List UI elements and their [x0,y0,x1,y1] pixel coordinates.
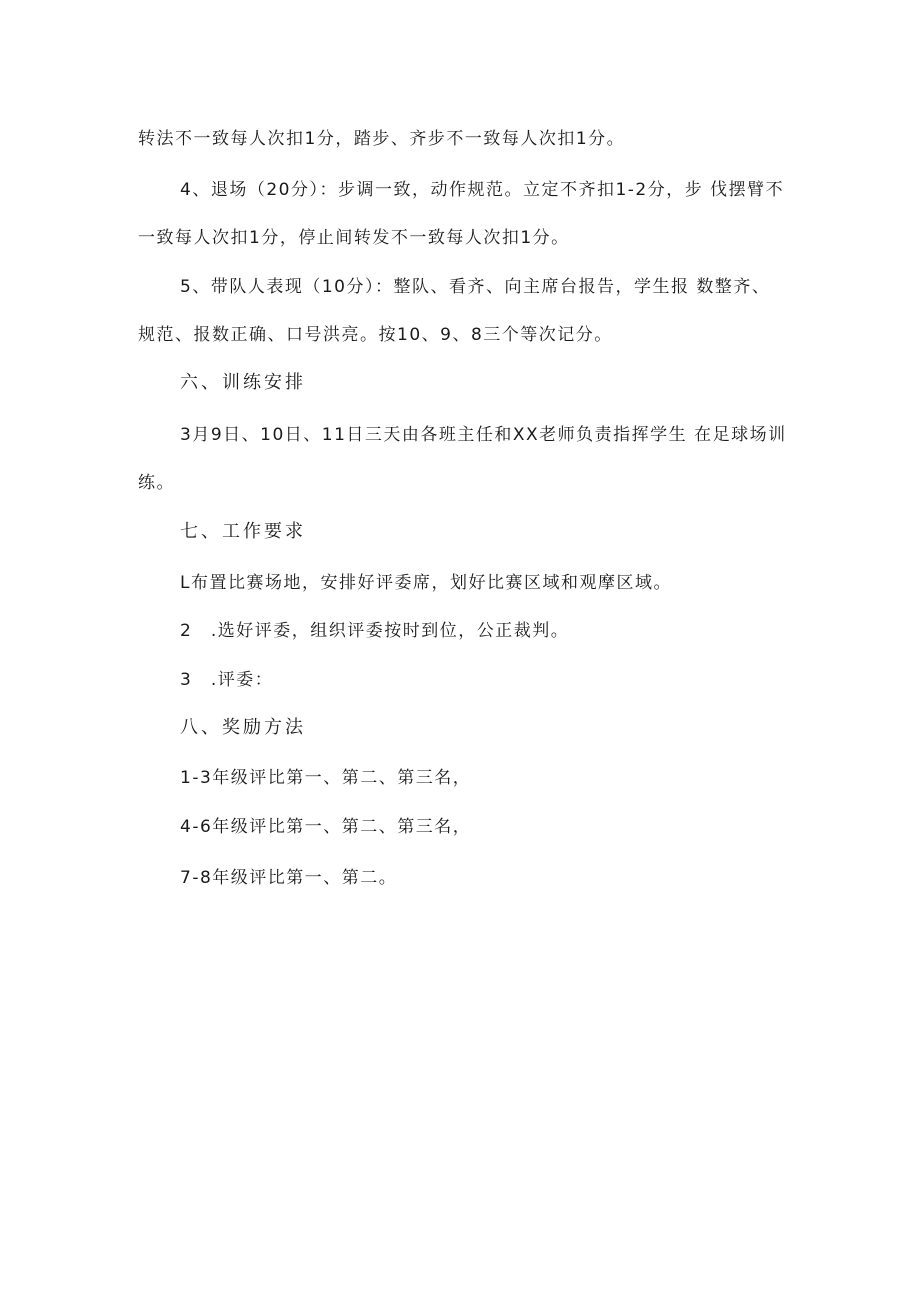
list-item-award-grades-4-6: 4-6年级评比第一、第二、第三名， [180,817,472,837]
paragraph-line-training-schedule-continued: 练。 [138,473,175,493]
paragraph-line-leader-performance-continued: 规范、报数正确、口号洪亮。按10、9、8三个等次记分。 [138,325,613,345]
list-item-judge-list: 3 .评委： [180,670,274,690]
paragraph-line-score-rule-continued: 转法不一致每人次扣1分，踏步、齐步不一致每人次扣1分。 [138,129,626,149]
paragraph-line-exit-scoring-continued: 一致每人次扣1分，停止间转发不一致每人次扣1分。 [138,228,570,248]
paragraph-line-leader-performance: 5、带队人表现（10分）：整队、看齐、向主席台报告，学生报 数整齐、 [180,277,771,297]
paragraph-line-exit-scoring: 4、退场（20分）：步调一致，动作规范。立定不齐扣1-2分，步 伐摆臂不 [180,180,785,200]
list-item-venue: L布置比赛场地，安排好评委席，划好比赛区域和观摩区域。 [180,573,672,593]
list-item-award-grades-1-3: 1-3年级评比第一、第二、第三名， [180,768,472,788]
section-heading-requirements: 七、工作要求 [180,521,306,542]
list-item-judges: 2 .选好评委，组织评委按时到位，公正裁判。 [180,621,570,641]
section-heading-awards: 八、奖励方法 [180,717,306,738]
list-item-award-grades-7-8: 7-8年级评比第一、第二。 [180,868,398,888]
paragraph-line-training-schedule: 3月9日、10日、11日三天由各班主任和XX老师负责指挥学生 在足球场训 [180,425,787,445]
section-heading-training: 六、训练安排 [180,372,306,393]
